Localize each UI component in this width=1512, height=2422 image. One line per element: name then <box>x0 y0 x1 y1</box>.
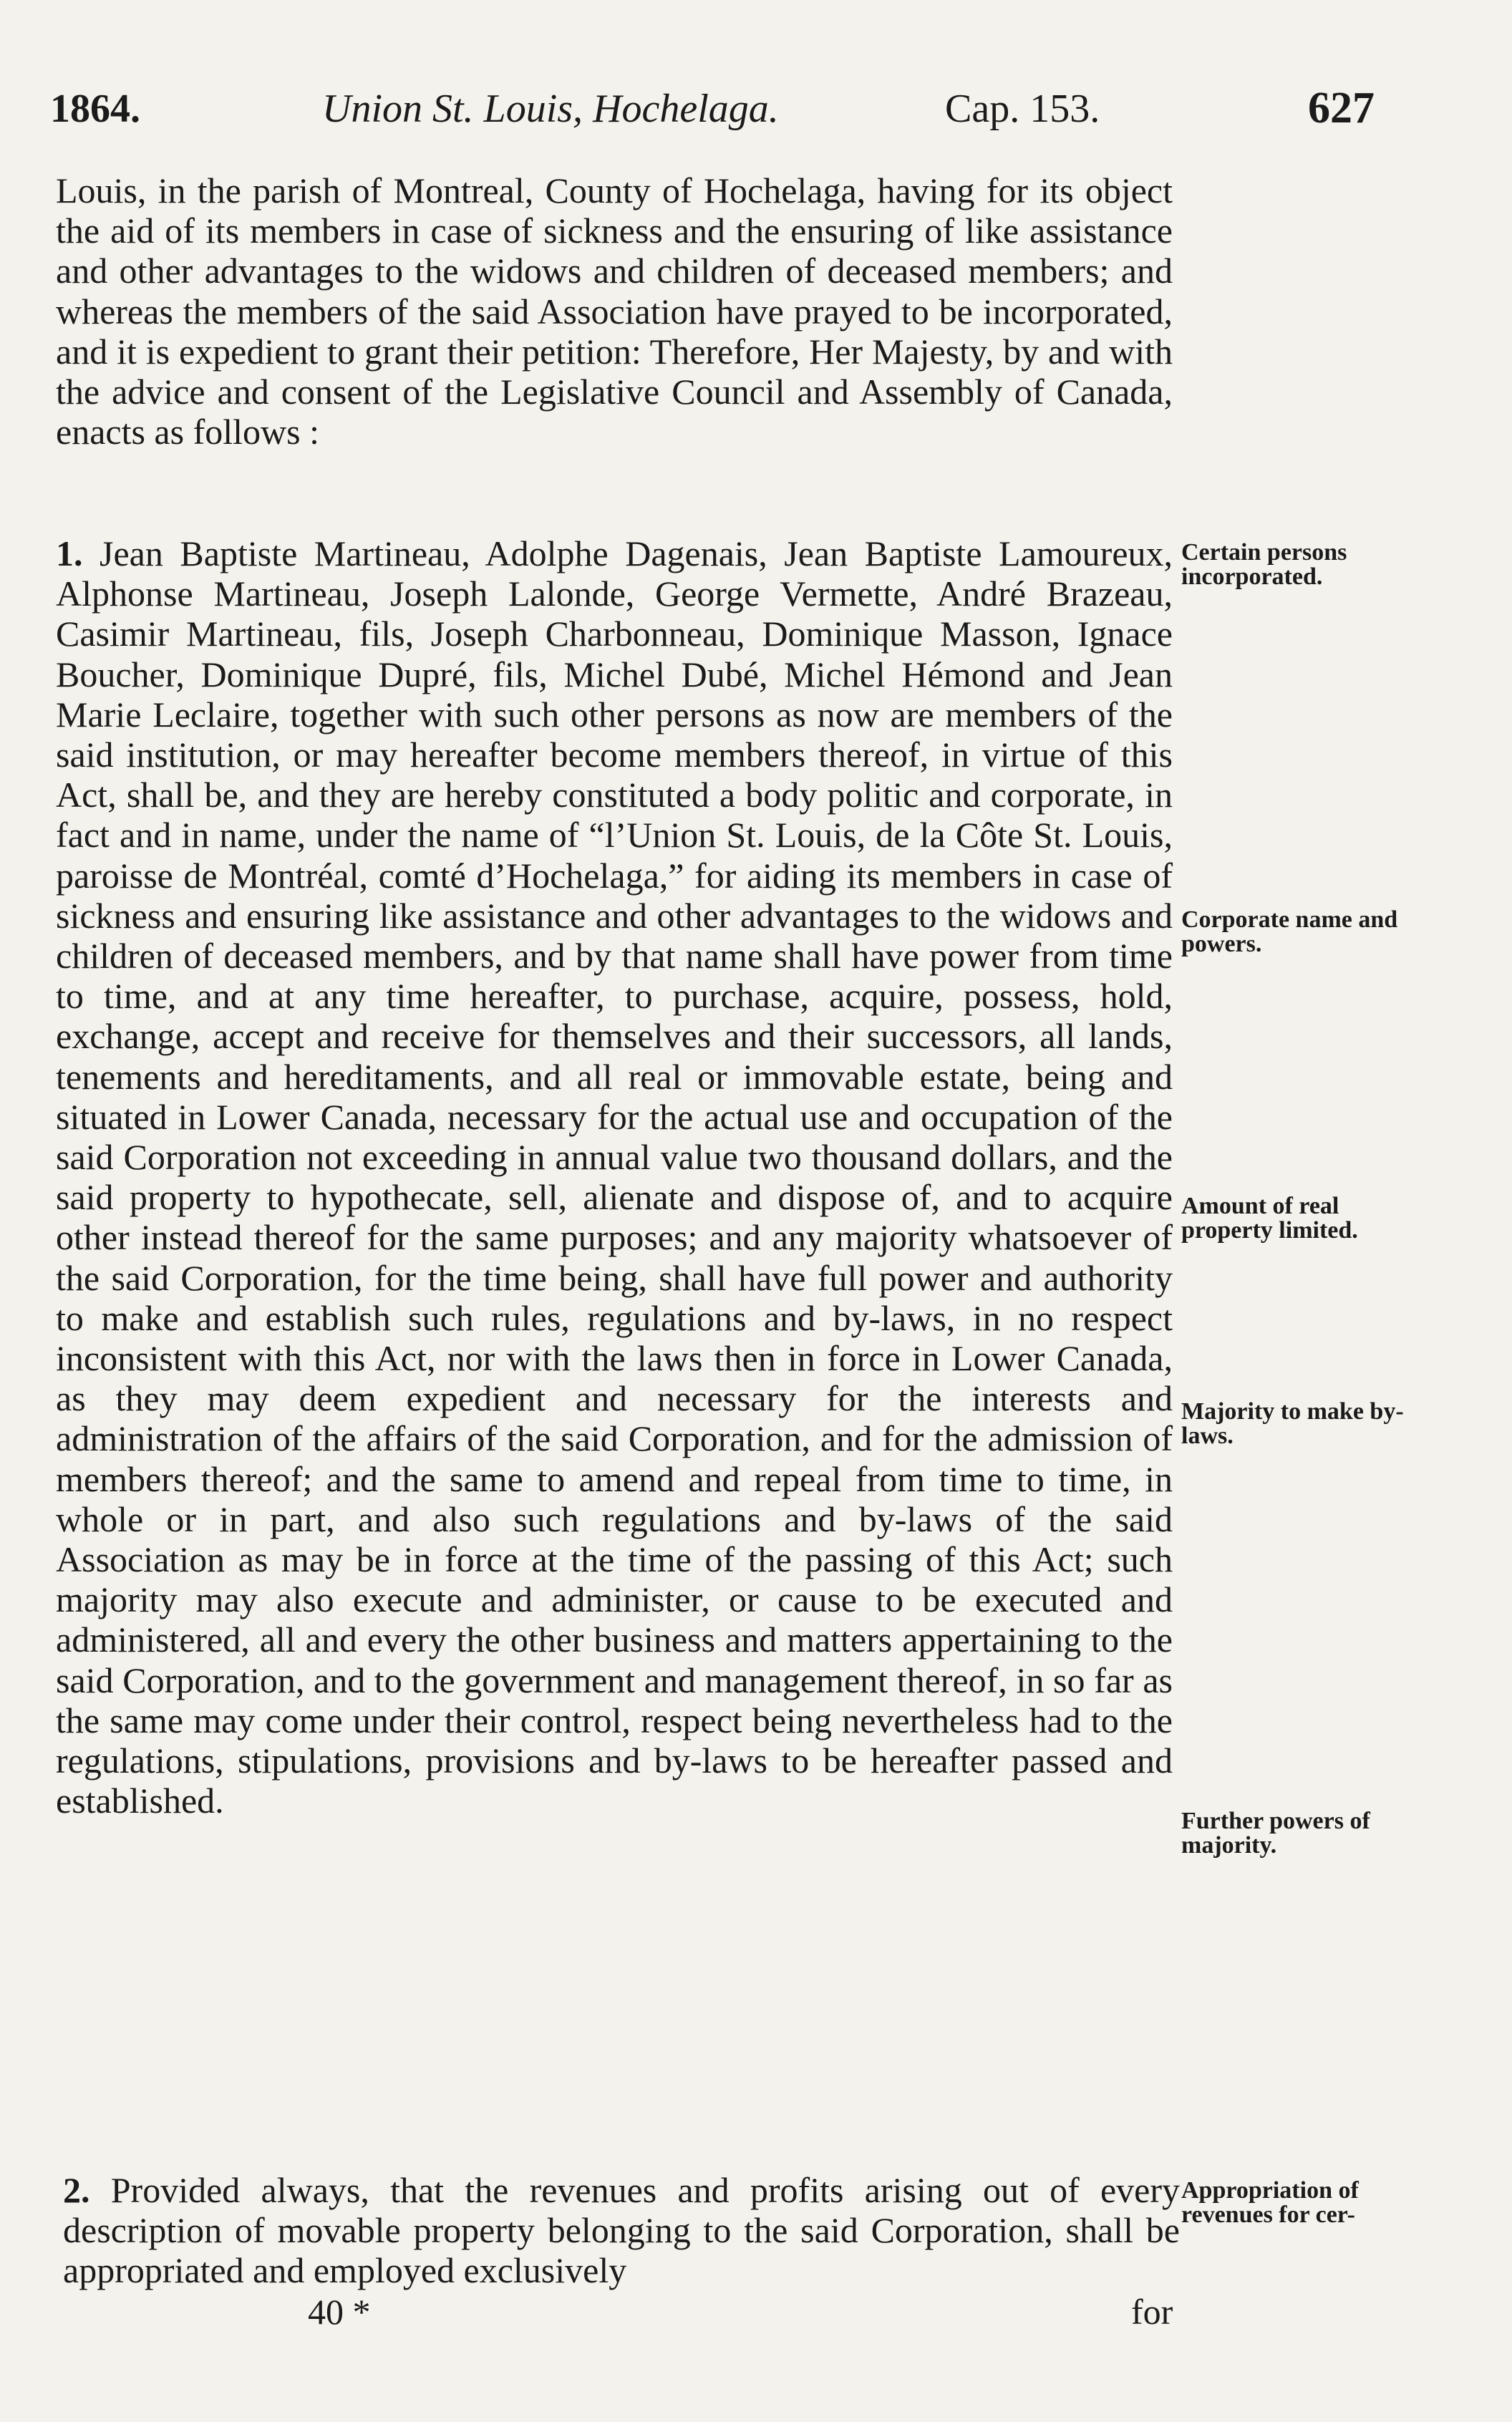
section-1-text: Jean Baptiste Martineau, Adolphe Dagenais, Jean Baptiste Lamoureux, Alphonse Martineau, Joseph Lalonde, George Vermette, André Brazeau, Casimir Martineau, fils, Joseph Charbonneau, Dominique Masson, Ignace Boucher, Dominique Dupré, fils, Michel Dubé, Michel Hémond and Jean Marie Leclaire, together with such other persons as now are members of the said institution, or may hereafter become members thereof, in virtue of this Act, shall be, and they are hereby constituted a body politic and corporate, in fact and in name, under the name of “l’Union St. Louis, de la Côte St. Louis, paroisse de Montréal, comté d’Hochelaga,” for aiding its members in case of sickness and ensuring like assistance and other advantages to the widows and children of deceased members, and by that name shall have power from time to time, and at any time hereafter, to purchase, acquire, possess, hold, exchange, accept and receive for themselves and their successors, all lands, tenements and hereditaments, and all real or immovable estate, being and situated in Lower Canada, necessary for the actual use and occupation of the said Corporation not exceeding in annual value two thousand dollars, and the said property to hypothecate, sell, alienate and dispose of, and to acquire other instead thereof for the same purposes; and any majority whatsoever of the said Corporation, for the time being, shall have full power and authority to make and establish such rules, regulations and by-laws, in no respect inconsistent with this Act, nor with the laws then in force in Lower Canada, as they may deem expedient and necessary for the interests and administration of the affairs of the said Corporation, and for the admission of members thereof; and the same to amend and repeal from time to time, in whole or in part, and also such regulations and by-laws of the said Association as may be in force at the time of the passing of this Act; such majority may also execute and administer, or cause to be executed and administered, all and every the other business and matters appertaining to the said Corporation, and to the government and management thereof, in so far as the same may come under their control, respect being nevertheless had to the regulations, stipulations, provisions and by-laws to be hereafter passed and established. <box>56 533 1173 1821</box>
section-2-paragraph <box>63 2170 1180 2291</box>
section-1-paragraph <box>56 533 1173 1821</box>
margin-note-certain-persons: Certain persons incorporated. <box>1181 539 1347 590</box>
intro-paragraph <box>56 170 1173 452</box>
section-2 <box>63 2170 1180 2291</box>
margin-note-majority-bylaws: Majority to make by-laws. <box>1181 1398 1404 1449</box>
page-footer <box>0 2291 1512 2341</box>
section-1-number: 1. <box>56 533 83 573</box>
margin-note-corporate-name: Corporate name and powers. <box>1181 906 1398 957</box>
section-1 <box>56 533 1173 1821</box>
margin-note-real-property: Amount of real property limited. <box>1181 1193 1358 1244</box>
running-head-title: Union St. Louis, Hochelaga. <box>322 87 779 131</box>
catchword: for <box>1131 2292 1173 2332</box>
running-head-year: 1864. <box>50 87 140 131</box>
page-number: 627 <box>1308 84 1375 132</box>
signature-mark: 40 * <box>308 2292 371 2332</box>
section-2-number: 2. <box>63 2170 90 2210</box>
running-head <box>43 86 1375 143</box>
margin-note-further-powers: Further powers of majority. <box>1181 1808 1370 1859</box>
running-head-chapter: Cap. 153. <box>945 87 1100 131</box>
section-2-text: Provided always, that the revenues and profits arising out of every description of movable property belonging to the said Corporation, shall be appropriated and employed exclusively <box>63 2170 1181 2291</box>
margin-note-appropriation: Appropriation of revenues for cer- <box>1181 2177 1359 2228</box>
intro-text: Louis, in the parish of Montreal, County of Hochelaga, having for its object the aid of its members in case of sickness and the ensuring of like assistance and other advantages to the widows and children of deceased members; and whereas the members of the said Association have prayed to be incorporated, and it is expedient to grant their petition: Therefore, Her Majesty, by and with the advice and consent of the Legislative Council and Assembly of Canada, enacts as follows : <box>56 170 1173 452</box>
